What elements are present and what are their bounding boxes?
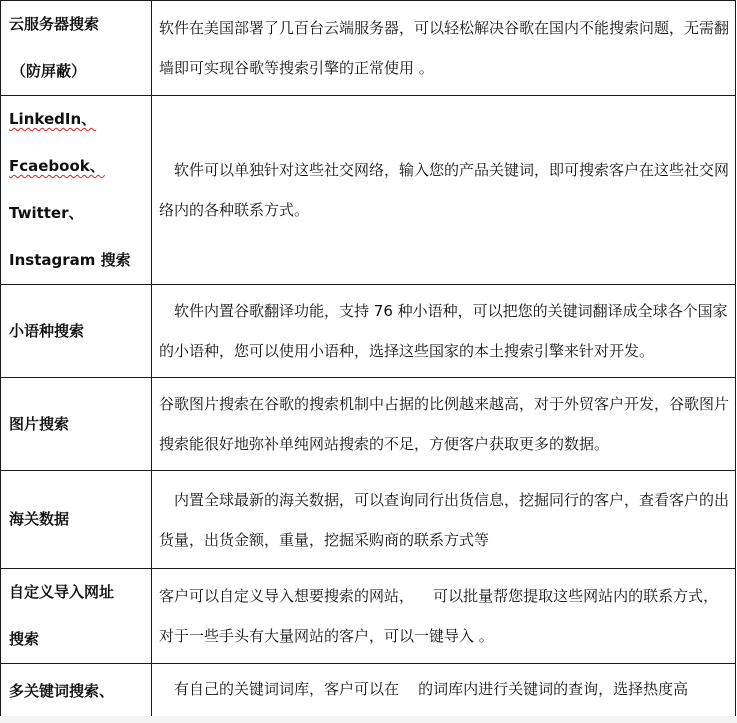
feature-description-cell (152, 664, 736, 723)
feature-description: 软件可以单独针对这些社交网络，输入您的产品关键词，即可搜索客户在这些社交网络内的各种联系方式。 (159, 161, 730, 219)
feature-name: 搜索 (9, 630, 40, 648)
feature-description-cell (152, 471, 736, 569)
table-row (1, 1, 736, 96)
feature-name: 自定义导入网址 (9, 583, 115, 601)
feature-description-cell (152, 96, 736, 285)
feature-description-cell (152, 378, 736, 471)
feature-description: 谷歌图片搜索在谷歌的搜索机制中占据的比例越来越高，对于外贸客户开发，谷歌图片搜索能很好地弥补单纯网站搜索的不足，方便客户获取更多的数据。 (159, 395, 730, 453)
table-row (1, 285, 736, 378)
feature-name: Twitter、 (9, 204, 84, 222)
table-row (1, 664, 736, 723)
table-row (1, 471, 736, 569)
feature-name-cell (1, 569, 152, 664)
feature-name: Fcaebook、 (9, 157, 105, 175)
feature-name: 小语种搜索 (9, 321, 85, 340)
table-row (1, 378, 736, 471)
feature-description-cell (152, 569, 736, 664)
feature-description: 软件在美国部署了几百台云端服务器，可以轻松解决谷歌在国内不能搜索问题，无需翻墙即可实现谷歌等搜索引擎的正常使用 。 (159, 19, 730, 77)
feature-name-cell (1, 1, 152, 96)
table-row (1, 569, 736, 664)
page-bottom-edge (0, 716, 737, 723)
feature-description: 客户可以自定义导入想要搜索的网站， 可以批量帮您提取这些网站内的联系方式，对于一些手头有大量网站的客户，可以一键导入 。 (159, 587, 719, 645)
feature-name: 多关键词搜索、 (9, 682, 115, 700)
feature-description: 有自己的关键词词库，客户可以在 的词库内进行关键词的查询，选择热度高 (174, 680, 689, 698)
feature-name-cell (1, 664, 152, 723)
feature-name: （防屏蔽） (11, 62, 87, 80)
feature-name-cell (1, 96, 152, 285)
feature-description-cell (152, 1, 736, 96)
feature-name: 海关数据 (9, 510, 70, 528)
feature-name: 云服务器搜索 (9, 15, 100, 33)
table-row (1, 96, 736, 285)
feature-name: 图片搜索 (9, 414, 70, 433)
feature-name: Instagram 搜索 (9, 251, 131, 269)
feature-name-cell (1, 471, 152, 569)
feature-name-cell (1, 378, 152, 471)
feature-description: 软件内置谷歌翻译功能，支持 76 种小语种，可以把您的关键词翻译成全球各个国家的小语种，您可以使用小语种，选择这些国家的本土搜索引擎来针对开发。 (159, 302, 728, 360)
feature-name-cell (1, 285, 152, 378)
feature-name: LinkedIn、 (9, 110, 97, 128)
feature-description-cell (152, 285, 736, 378)
feature-description: 内置全球最新的海关数据，可以查询同行出货信息，挖掘同行的客户，查看客户的出货量，出货金额，重量，挖掘采购商的联系方式等 (159, 490, 730, 549)
